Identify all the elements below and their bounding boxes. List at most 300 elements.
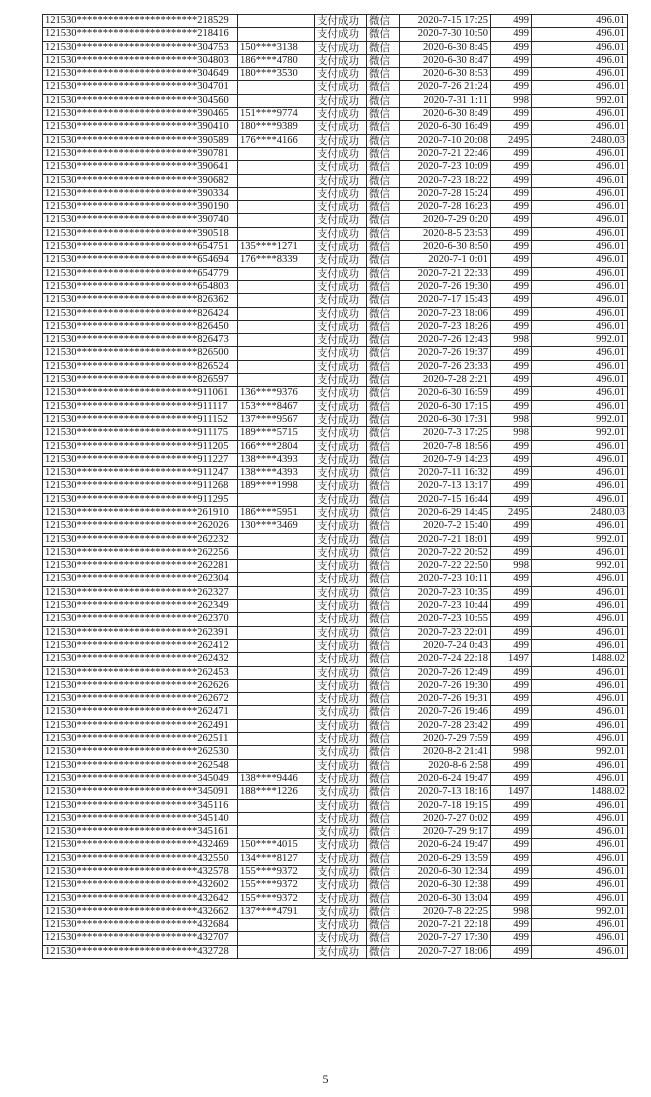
status-cell: 支付成功: [315, 759, 367, 772]
time-cell: 2020-7-21 18:01: [400, 533, 491, 546]
order-id-cell: 121530***********************911152: [43, 413, 238, 426]
amount-cell: 499: [491, 68, 532, 81]
order-id-cell: 121530***********************262349: [43, 600, 238, 613]
status-cell: 支付成功: [315, 626, 367, 639]
amount-cell: 499: [491, 520, 532, 533]
status-cell: 支付成功: [315, 506, 367, 519]
channel-cell: 微信: [367, 919, 400, 932]
amount-cell: 998: [491, 905, 532, 918]
paid-amount-cell: 496.01: [532, 280, 628, 293]
table-row: [43, 772, 628, 785]
time-cell: 2020-7-28 15:24: [400, 187, 491, 200]
time-cell: 2020-7-1 0:01: [400, 254, 491, 267]
phone-cell: [238, 812, 315, 825]
channel-cell: 微信: [367, 307, 400, 320]
table-row: [43, 852, 628, 865]
paid-amount-cell: 496.01: [532, 467, 628, 480]
amount-cell: 998: [491, 413, 532, 426]
paid-amount-cell: 496.01: [532, 374, 628, 387]
time-cell: 2020-7-18 19:15: [400, 799, 491, 812]
time-cell: 2020-7-28 23:42: [400, 719, 491, 732]
amount-cell: 499: [491, 826, 532, 839]
order-id-cell: 121530***********************432662: [43, 905, 238, 918]
status-cell: 支付成功: [315, 945, 367, 958]
paid-amount-cell: 992.01: [532, 334, 628, 347]
status-cell: 支付成功: [315, 866, 367, 879]
table-row: [43, 746, 628, 759]
amount-cell: 499: [491, 174, 532, 187]
order-id-cell: 121530***********************390740: [43, 214, 238, 227]
paid-amount-cell: 496.01: [532, 945, 628, 958]
amount-cell: 499: [491, 666, 532, 679]
phone-cell: [238, 666, 315, 679]
time-cell: 2020-7-31 1:11: [400, 94, 491, 107]
phone-cell: [238, 573, 315, 586]
channel-cell: 微信: [367, 227, 400, 240]
amount-cell: 499: [491, 866, 532, 879]
table-row: [43, 15, 628, 28]
table-row: [43, 666, 628, 679]
phone-cell: [238, 374, 315, 387]
amount-cell: 499: [491, 347, 532, 360]
time-cell: 2020-7-23 18:26: [400, 320, 491, 333]
time-cell: 2020-7-27 18:06: [400, 945, 491, 958]
table-row: [43, 839, 628, 852]
table-row: [43, 201, 628, 214]
time-cell: 2020-7-22 20:52: [400, 546, 491, 559]
order-id-cell: 121530***********************654803: [43, 280, 238, 293]
phone-cell: 136****9376: [238, 387, 315, 400]
table-row: [43, 546, 628, 559]
order-id-cell: 121530***********************304560: [43, 94, 238, 107]
table-row: [43, 812, 628, 825]
phone-cell: [238, 945, 315, 958]
order-id-cell: 121530***********************262491: [43, 719, 238, 732]
status-cell: 支付成功: [315, 280, 367, 293]
amount-cell: 499: [491, 108, 532, 121]
order-id-cell: 121530***********************262370: [43, 613, 238, 626]
channel-cell: 微信: [367, 639, 400, 652]
phone-cell: [238, 932, 315, 945]
phone-cell: 138****4393: [238, 467, 315, 480]
time-cell: 2020-7-23 18:06: [400, 307, 491, 320]
order-id-cell: 121530***********************262232: [43, 533, 238, 546]
table-row: [43, 453, 628, 466]
paid-amount-cell: 496.01: [532, 586, 628, 599]
table-row: [43, 94, 628, 107]
paid-amount-cell: 496.01: [532, 254, 628, 267]
order-id-cell: 121530***********************390410: [43, 121, 238, 134]
amount-cell: 499: [491, 480, 532, 493]
time-cell: 2020-8-5 23:53: [400, 227, 491, 240]
time-cell: 2020-7-22 22:50: [400, 560, 491, 573]
paid-amount-cell: 496.01: [532, 932, 628, 945]
time-cell: 2020-7-30 10:50: [400, 28, 491, 41]
paid-amount-cell: 496.01: [532, 307, 628, 320]
phone-cell: [238, 320, 315, 333]
channel-cell: 微信: [367, 719, 400, 732]
channel-cell: 微信: [367, 347, 400, 360]
paid-amount-cell: 496.01: [532, 267, 628, 280]
phone-cell: [238, 546, 315, 559]
channel-cell: 微信: [367, 600, 400, 613]
paid-amount-cell: 496.01: [532, 892, 628, 905]
channel-cell: 微信: [367, 666, 400, 679]
table-row: [43, 334, 628, 347]
status-cell: 支付成功: [315, 905, 367, 918]
order-id-cell: 121530***********************304649: [43, 68, 238, 81]
paid-amount-cell: 496.01: [532, 706, 628, 719]
transaction-table: [42, 14, 628, 959]
paid-amount-cell: 496.01: [532, 15, 628, 28]
channel-cell: 微信: [367, 533, 400, 546]
status-cell: 支付成功: [315, 892, 367, 905]
time-cell: 2020-7-26 19:46: [400, 706, 491, 719]
phone-cell: [238, 706, 315, 719]
status-cell: 支付成功: [315, 799, 367, 812]
order-id-cell: 121530***********************654694: [43, 254, 238, 267]
paid-amount-cell: 496.01: [532, 626, 628, 639]
time-cell: 2020-6-24 19:47: [400, 839, 491, 852]
amount-cell: 499: [491, 892, 532, 905]
phone-cell: [238, 280, 315, 293]
status-cell: 支付成功: [315, 480, 367, 493]
table-row: [43, 214, 628, 227]
amount-cell: 499: [491, 586, 532, 599]
table-row: [43, 161, 628, 174]
channel-cell: 微信: [367, 586, 400, 599]
phone-cell: 189****1998: [238, 480, 315, 493]
amount-cell: 499: [491, 932, 532, 945]
status-cell: 支付成功: [315, 706, 367, 719]
channel-cell: 微信: [367, 187, 400, 200]
paid-amount-cell: 2480.03: [532, 506, 628, 519]
paid-amount-cell: 496.01: [532, 666, 628, 679]
order-id-cell: 121530***********************262672: [43, 693, 238, 706]
time-cell: 2020-7-29 0:20: [400, 214, 491, 227]
table-row: [43, 932, 628, 945]
channel-cell: 微信: [367, 613, 400, 626]
phone-cell: [238, 719, 315, 732]
phone-cell: 137****9567: [238, 413, 315, 426]
time-cell: 2020-6-30 12:34: [400, 866, 491, 879]
table-row: [43, 68, 628, 81]
order-id-cell: 121530***********************826450: [43, 320, 238, 333]
phone-cell: [238, 826, 315, 839]
table-row: [43, 427, 628, 440]
order-id-cell: 121530***********************911295: [43, 493, 238, 506]
time-cell: 2020-7-26 21:24: [400, 81, 491, 94]
status-cell: 支付成功: [315, 307, 367, 320]
amount-cell: 998: [491, 427, 532, 440]
channel-cell: 微信: [367, 108, 400, 121]
order-id-cell: 121530***********************304701: [43, 81, 238, 94]
time-cell: 2020-7-24 22:18: [400, 653, 491, 666]
time-cell: 2020-7-13 13:17: [400, 480, 491, 493]
time-cell: 2020-7-23 18:22: [400, 174, 491, 187]
paid-amount-cell: 496.01: [532, 812, 628, 825]
status-cell: 支付成功: [315, 932, 367, 945]
paid-amount-cell: 496.01: [532, 639, 628, 652]
phone-cell: [238, 360, 315, 373]
status-cell: 支付成功: [315, 334, 367, 347]
amount-cell: 998: [491, 560, 532, 573]
amount-cell: 499: [491, 852, 532, 865]
time-cell: 2020-7-11 16:32: [400, 467, 491, 480]
paid-amount-cell: 496.01: [532, 852, 628, 865]
time-cell: 2020-7-10 20:08: [400, 134, 491, 147]
status-cell: 支付成功: [315, 81, 367, 94]
paid-amount-cell: 496.01: [532, 108, 628, 121]
phone-cell: [238, 679, 315, 692]
table-row: [43, 799, 628, 812]
table-row: [43, 945, 628, 958]
amount-cell: 1497: [491, 786, 532, 799]
paid-amount-cell: 496.01: [532, 600, 628, 613]
amount-cell: 499: [491, 241, 532, 254]
status-cell: 支付成功: [315, 267, 367, 280]
time-cell: 2020-6-29 14:45: [400, 506, 491, 519]
time-cell: 2020-7-8 22:25: [400, 905, 491, 918]
channel-cell: 微信: [367, 400, 400, 413]
time-cell: 2020-7-23 22:01: [400, 626, 491, 639]
amount-cell: 998: [491, 94, 532, 107]
paid-amount-cell: 496.01: [532, 759, 628, 772]
channel-cell: 微信: [367, 147, 400, 160]
time-cell: 2020-7-27 17:30: [400, 932, 491, 945]
channel-cell: 微信: [367, 387, 400, 400]
paid-amount-cell: 496.01: [532, 28, 628, 41]
channel-cell: 微信: [367, 679, 400, 692]
status-cell: 支付成功: [315, 387, 367, 400]
status-cell: 支付成功: [315, 639, 367, 652]
order-id-cell: 121530***********************345140: [43, 812, 238, 825]
channel-cell: 微信: [367, 693, 400, 706]
order-id-cell: 121530***********************432578: [43, 866, 238, 879]
phone-cell: [238, 15, 315, 28]
channel-cell: 微信: [367, 852, 400, 865]
channel-cell: 微信: [367, 546, 400, 559]
status-cell: 支付成功: [315, 134, 367, 147]
table-row: [43, 493, 628, 506]
phone-cell: 155****9372: [238, 892, 315, 905]
phone-cell: 155****9372: [238, 866, 315, 879]
order-id-cell: 121530***********************345091: [43, 786, 238, 799]
transaction-table-container: [42, 14, 625, 959]
channel-cell: 微信: [367, 440, 400, 453]
paid-amount-cell: 992.01: [532, 746, 628, 759]
paid-amount-cell: 496.01: [532, 879, 628, 892]
channel-cell: 微信: [367, 134, 400, 147]
order-id-cell: 121530***********************218416: [43, 28, 238, 41]
phone-cell: [238, 94, 315, 107]
table-row: [43, 241, 628, 254]
table-row: [43, 467, 628, 480]
phone-cell: 186****4780: [238, 54, 315, 67]
amount-cell: 499: [491, 187, 532, 200]
transaction-table-body: [43, 15, 628, 959]
table-row: [43, 613, 628, 626]
order-id-cell: 121530***********************826424: [43, 307, 238, 320]
paid-amount-cell: 496.01: [532, 493, 628, 506]
order-id-cell: 121530***********************262453: [43, 666, 238, 679]
phone-cell: [238, 334, 315, 347]
time-cell: 2020-7-23 10:35: [400, 586, 491, 599]
amount-cell: 499: [491, 54, 532, 67]
table-row: [43, 506, 628, 519]
channel-cell: 微信: [367, 812, 400, 825]
paid-amount-cell: 496.01: [532, 919, 628, 932]
status-cell: 支付成功: [315, 653, 367, 666]
amount-cell: 1497: [491, 653, 532, 666]
paid-amount-cell: 496.01: [532, 347, 628, 360]
order-id-cell: 121530***********************826473: [43, 334, 238, 347]
page-number: 5: [322, 1072, 329, 1086]
phone-cell: [238, 586, 315, 599]
time-cell: 2020-7-23 10:55: [400, 613, 491, 626]
order-id-cell: 121530***********************390334: [43, 187, 238, 200]
channel-cell: 微信: [367, 839, 400, 852]
order-id-cell: 121530***********************218529: [43, 15, 238, 28]
amount-cell: 499: [491, 453, 532, 466]
amount-cell: 499: [491, 919, 532, 932]
paid-amount-cell: 496.01: [532, 613, 628, 626]
status-cell: 支付成功: [315, 68, 367, 81]
channel-cell: 微信: [367, 161, 400, 174]
time-cell: 2020-7-29 7:59: [400, 733, 491, 746]
table-row: [43, 121, 628, 134]
phone-cell: 186****5951: [238, 506, 315, 519]
status-cell: 支付成功: [315, 400, 367, 413]
table-row: [43, 280, 628, 293]
channel-cell: 微信: [367, 799, 400, 812]
order-id-cell: 121530***********************911175: [43, 427, 238, 440]
status-cell: 支付成功: [315, 54, 367, 67]
paid-amount-cell: 496.01: [532, 480, 628, 493]
paid-amount-cell: 2480.03: [532, 134, 628, 147]
time-cell: 2020-6-30 8:45: [400, 41, 491, 54]
time-cell: 2020-7-27 0:02: [400, 812, 491, 825]
amount-cell: 2495: [491, 134, 532, 147]
amount-cell: 499: [491, 945, 532, 958]
paid-amount-cell: 496.01: [532, 121, 628, 134]
channel-cell: 微信: [367, 706, 400, 719]
status-cell: 支付成功: [315, 347, 367, 360]
paid-amount-cell: 496.01: [532, 453, 628, 466]
channel-cell: 微信: [367, 201, 400, 214]
order-id-cell: 121530***********************911227: [43, 453, 238, 466]
status-cell: 支付成功: [315, 493, 367, 506]
paid-amount-cell: 496.01: [532, 733, 628, 746]
amount-cell: 499: [491, 733, 532, 746]
order-id-cell: 121530***********************262026: [43, 520, 238, 533]
channel-cell: 微信: [367, 427, 400, 440]
table-row: [43, 108, 628, 121]
table-row: [43, 187, 628, 200]
time-cell: 2020-7-26 19:30: [400, 280, 491, 293]
table-row: [43, 400, 628, 413]
paid-amount-cell: 496.01: [532, 187, 628, 200]
order-id-cell: 121530***********************262281: [43, 560, 238, 573]
status-cell: 支付成功: [315, 294, 367, 307]
time-cell: 2020-7-8 18:56: [400, 440, 491, 453]
channel-cell: 微信: [367, 453, 400, 466]
table-row: [43, 653, 628, 666]
paid-amount-cell: 992.01: [532, 905, 628, 918]
channel-cell: 微信: [367, 786, 400, 799]
time-cell: 2020-6-30 17:31: [400, 413, 491, 426]
table-row: [43, 267, 628, 280]
status-cell: 支付成功: [315, 746, 367, 759]
channel-cell: 微信: [367, 733, 400, 746]
phone-cell: [238, 639, 315, 652]
amount-cell: 499: [491, 613, 532, 626]
table-row: [43, 413, 628, 426]
time-cell: 2020-8-6 2:58: [400, 759, 491, 772]
amount-cell: 499: [491, 546, 532, 559]
time-cell: 2020-7-29 9:17: [400, 826, 491, 839]
phone-cell: 188****1226: [238, 786, 315, 799]
paid-amount-cell: 1488.02: [532, 786, 628, 799]
status-cell: 支付成功: [315, 161, 367, 174]
order-id-cell: 121530***********************390641: [43, 161, 238, 174]
time-cell: 2020-7-26 12:49: [400, 666, 491, 679]
amount-cell: 499: [491, 147, 532, 160]
channel-cell: 微信: [367, 360, 400, 373]
status-cell: 支付成功: [315, 413, 367, 426]
amount-cell: 499: [491, 267, 532, 280]
order-id-cell: 121530***********************432550: [43, 852, 238, 865]
status-cell: 支付成功: [315, 121, 367, 134]
table-row: [43, 586, 628, 599]
time-cell: 2020-7-9 14:23: [400, 453, 491, 466]
order-id-cell: 121530***********************432469: [43, 839, 238, 852]
phone-cell: 130****3469: [238, 520, 315, 533]
status-cell: 支付成功: [315, 227, 367, 240]
channel-cell: 微信: [367, 241, 400, 254]
paid-amount-cell: 496.01: [532, 294, 628, 307]
paid-amount-cell: 496.01: [532, 241, 628, 254]
channel-cell: 微信: [367, 560, 400, 573]
order-id-cell: 121530***********************345116: [43, 799, 238, 812]
phone-cell: [238, 746, 315, 759]
table-row: [43, 28, 628, 41]
order-id-cell: 121530***********************826524: [43, 360, 238, 373]
channel-cell: 微信: [367, 945, 400, 958]
order-id-cell: 121530***********************432707: [43, 932, 238, 945]
paid-amount-cell: 992.01: [532, 560, 628, 573]
status-cell: 支付成功: [315, 693, 367, 706]
paid-amount-cell: 496.01: [532, 54, 628, 67]
status-cell: 支付成功: [315, 187, 367, 200]
amount-cell: 499: [491, 360, 532, 373]
time-cell: 2020-6-30 8:53: [400, 68, 491, 81]
order-id-cell: 121530***********************262530: [43, 746, 238, 759]
phone-cell: [238, 733, 315, 746]
channel-cell: 微信: [367, 28, 400, 41]
time-cell: 2020-7-23 10:09: [400, 161, 491, 174]
order-id-cell: 121530***********************390589: [43, 134, 238, 147]
phone-cell: [238, 493, 315, 506]
amount-cell: 499: [491, 533, 532, 546]
order-id-cell: 121530***********************390190: [43, 201, 238, 214]
time-cell: 2020-6-30 8:47: [400, 54, 491, 67]
amount-cell: 499: [491, 214, 532, 227]
channel-cell: 微信: [367, 174, 400, 187]
status-cell: 支付成功: [315, 41, 367, 54]
table-row: [43, 307, 628, 320]
amount-cell: 499: [491, 812, 532, 825]
